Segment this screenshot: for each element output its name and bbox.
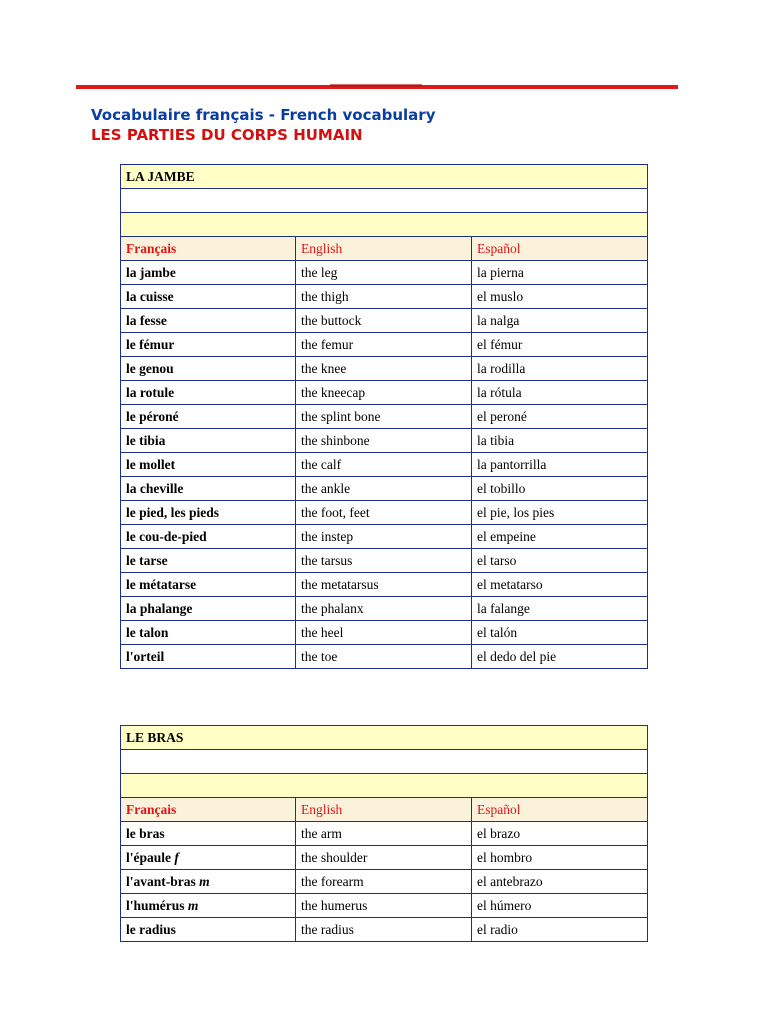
cell-espanol: el fémur (472, 333, 648, 357)
cell-francais: le mollet (121, 453, 296, 477)
table-row (121, 357, 648, 381)
cell-espanol: el brazo (472, 822, 648, 846)
page-heading-vocabulary: Vocabulaire français - French vocabulary (91, 106, 436, 124)
cell-francais: le radius (121, 918, 296, 942)
cell-francais: le métatarse (121, 573, 296, 597)
cell-espanol: el tarso (472, 549, 648, 573)
cell-francais: le genou (121, 357, 296, 381)
vocab-table-leg (120, 164, 648, 669)
cell-english: the ankle (296, 477, 472, 501)
table-row (121, 309, 648, 333)
cell-espanol: la falange (472, 597, 648, 621)
cell-espanol: la tibia (472, 429, 648, 453)
cell-english: the leg (296, 261, 472, 285)
cell-espanol: el dedo del pie (472, 645, 648, 669)
cell-english: the metatarsus (296, 573, 472, 597)
cell-francais: le péroné (121, 405, 296, 429)
table-spacer-row (121, 750, 648, 774)
table-row (121, 894, 648, 918)
cell-francais: le cou-de-pied (121, 525, 296, 549)
column-header-english: English (296, 237, 472, 261)
table-row (121, 285, 648, 309)
table-row (121, 477, 648, 501)
table-row (121, 261, 648, 285)
cell-english: the kneecap (296, 381, 472, 405)
cell-espanol: la pierna (472, 261, 648, 285)
cell-english: the splint bone (296, 405, 472, 429)
column-header-espanol: Español (472, 798, 648, 822)
vocab-table-arm (120, 725, 648, 942)
table-row (121, 405, 648, 429)
cell-english: the phalanx (296, 597, 472, 621)
cell-francais: la fesse (121, 309, 296, 333)
table-spacer-row (121, 213, 648, 237)
table-title-row (121, 165, 648, 189)
table-title: LA JAMBE (121, 165, 648, 189)
column-header-espanol: Español (472, 237, 648, 261)
table-row (121, 870, 648, 894)
cell-english: the heel (296, 621, 472, 645)
table-row (121, 525, 648, 549)
cell-espanol: el tobillo (472, 477, 648, 501)
cell-english: the thigh (296, 285, 472, 309)
table-row (121, 822, 648, 846)
cell-francais: l'avant-bras m (121, 870, 296, 894)
cell-espanol: la pantorrilla (472, 453, 648, 477)
cell-espanol: el pie, los pies (472, 501, 648, 525)
cell-francais: la jambe (121, 261, 296, 285)
cell-english: the instep (296, 525, 472, 549)
cell-espanol: el talón (472, 621, 648, 645)
cell-espanol: el radio (472, 918, 648, 942)
cell-english: the shoulder (296, 846, 472, 870)
cell-english: the shinbone (296, 429, 472, 453)
table-row (121, 846, 648, 870)
cell-espanol: el peroné (472, 405, 648, 429)
cell-english: the radius (296, 918, 472, 942)
table-header-row (121, 237, 648, 261)
page-heading-body-parts: LES PARTIES DU CORPS HUMAIN (91, 126, 363, 144)
cell-espanol: la nalga (472, 309, 648, 333)
table-row (121, 429, 648, 453)
cell-espanol: el húmero (472, 894, 648, 918)
cell-english: the buttock (296, 309, 472, 333)
cell-espanol: el antebrazo (472, 870, 648, 894)
table-row (121, 645, 648, 669)
table-title-row (121, 726, 648, 750)
cell-francais: la rotule (121, 381, 296, 405)
cell-espanol: el muslo (472, 285, 648, 309)
table-title: LE BRAS (121, 726, 648, 750)
cell-francais: le tarse (121, 549, 296, 573)
table-spacer-row (121, 774, 648, 798)
table-row (121, 501, 648, 525)
table-header-row (121, 798, 648, 822)
cell-francais: l'orteil (121, 645, 296, 669)
cell-espanol: la rótula (472, 381, 648, 405)
cell-francais: la cuisse (121, 285, 296, 309)
cell-francais: le fémur (121, 333, 296, 357)
cell-english: the foot, feet (296, 501, 472, 525)
cell-francais: la phalange (121, 597, 296, 621)
cell-francais: le pied, les pieds (121, 501, 296, 525)
cell-espanol: el metatarso (472, 573, 648, 597)
table-row (121, 621, 648, 645)
cell-english: the femur (296, 333, 472, 357)
cell-francais: la cheville (121, 477, 296, 501)
cell-english: the humerus (296, 894, 472, 918)
cell-english: the toe (296, 645, 472, 669)
column-header-english: English (296, 798, 472, 822)
cell-espanol: el hombro (472, 846, 648, 870)
top-rule-logo-mark (330, 84, 422, 87)
cell-english: the knee (296, 357, 472, 381)
table-row (121, 333, 648, 357)
cell-english: the tarsus (296, 549, 472, 573)
cell-espanol: la rodilla (472, 357, 648, 381)
cell-english: the arm (296, 822, 472, 846)
table-row (121, 573, 648, 597)
cell-espanol: el empeine (472, 525, 648, 549)
cell-francais: l'humérus m (121, 894, 296, 918)
table-row (121, 597, 648, 621)
cell-francais: le talon (121, 621, 296, 645)
cell-english: the forearm (296, 870, 472, 894)
table-row (121, 918, 648, 942)
cell-english: the calf (296, 453, 472, 477)
table-row (121, 549, 648, 573)
table-spacer-row (121, 189, 648, 213)
table-row (121, 381, 648, 405)
table-row (121, 453, 648, 477)
column-header-francais: Français (121, 237, 296, 261)
column-header-francais: Français (121, 798, 296, 822)
cell-francais: le tibia (121, 429, 296, 453)
cell-francais: le bras (121, 822, 296, 846)
cell-francais: l'épaule f (121, 846, 296, 870)
